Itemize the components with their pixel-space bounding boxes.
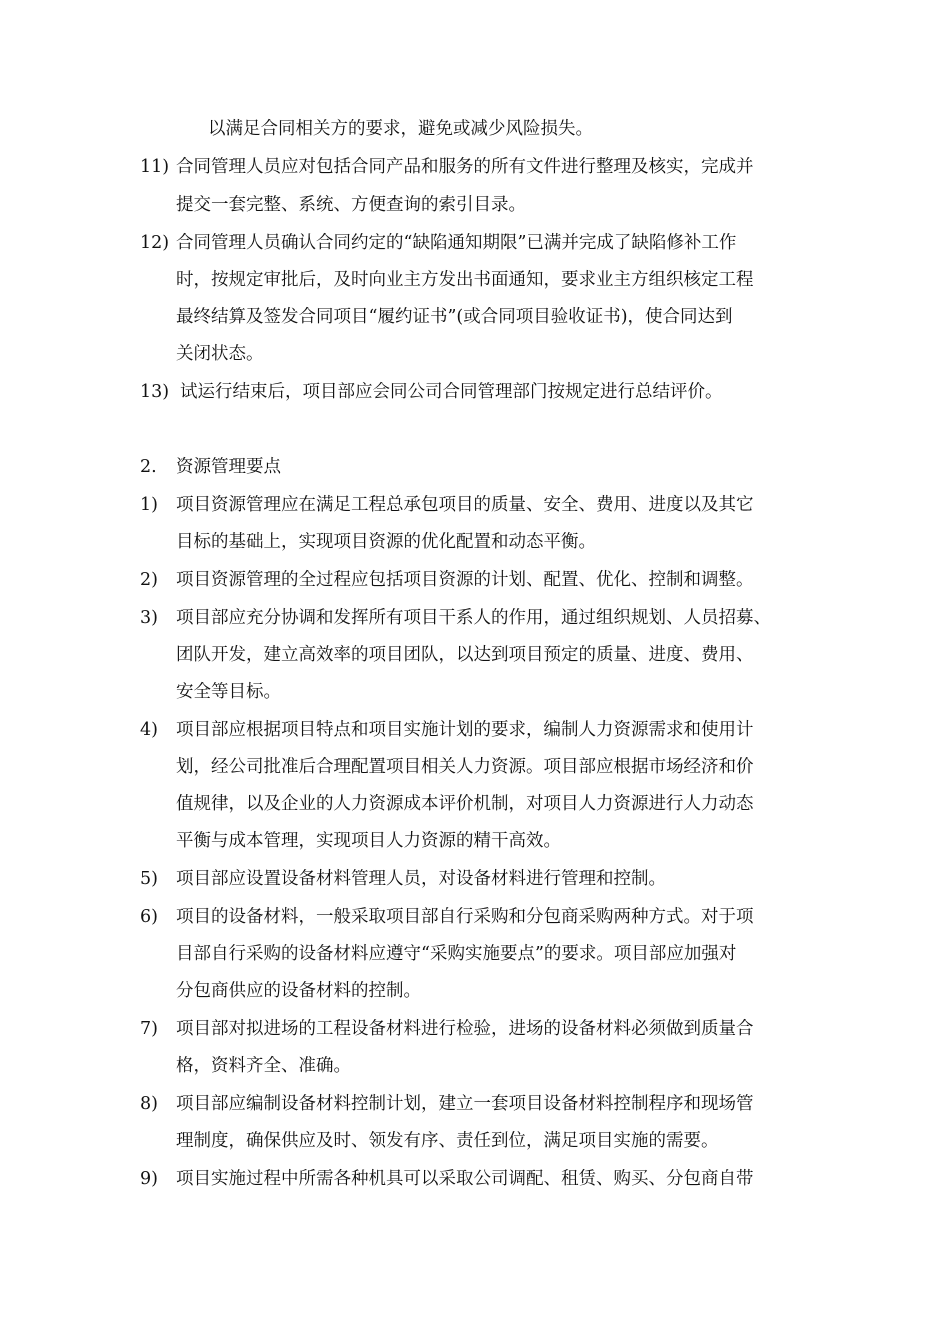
item-number-1: 1) — [140, 495, 158, 515]
item-6-line-2: 目部自行采购的设备材料应遵守“采购实施要点”的要求。项目部应加强对 — [176, 944, 737, 964]
item-4-line-2: 划，经公司批准后合理配置项目相关人力资源。项目部应根据市场经济和价 — [176, 757, 754, 777]
item-8-line-2: 理制度，确保供应及时、领发有序、责任到位，满足项目实施的需要。 — [176, 1131, 719, 1151]
item-8-line-1: 项目部应编制设备材料控制计划，建立一套项目设备材料控制程序和现场管 — [176, 1094, 754, 1114]
item-12-line-2: 时，按规定审批后，及时向业主方发出书面通知，要求业主方组织核定工程 — [176, 270, 754, 290]
item-number-3: 3) — [140, 608, 158, 628]
item-7-line-2: 格，资料齐全、准确。 — [176, 1056, 351, 1076]
item-number-11: 11) — [140, 157, 170, 177]
item-3-line-1: 项目部应充分协调和发挥所有项目干系人的作用，通过组织规划、人员招募、 — [176, 608, 771, 628]
section-heading: 资源管理要点 — [176, 457, 281, 477]
item-number-5: 5) — [140, 869, 158, 889]
item-9-line-1: 项目实施过程中所需各种机具可以采取公司调配、租赁、购买、分包商自带 — [176, 1169, 754, 1189]
item-number-2: 2) — [140, 570, 158, 590]
item-number-4: 4) — [140, 720, 158, 740]
item-6-line-3: 分包商供应的设备材料的控制。 — [176, 981, 421, 1001]
item-4-line-3: 值规律，以及企业的人力资源成本评价机制，对项目人力资源进行人力动态 — [176, 794, 754, 814]
item-3-line-2: 团队开发，建立高效率的项目团队，以达到项目预定的质量、进度、费用、 — [176, 645, 754, 665]
item-12-line-4: 关闭状态。 — [176, 344, 264, 364]
item-number-9: 9) — [140, 1169, 158, 1189]
item-7-line-1: 项目部对拟进场的工程设备材料进行检验，进场的设备材料必须做到质量合 — [176, 1019, 754, 1039]
item-number-7: 7) — [140, 1019, 158, 1039]
item-number-6: 6) — [140, 907, 158, 927]
section-number: 2. — [140, 457, 157, 477]
item-2-line-1: 项目资源管理的全过程应包括项目资源的计划、配置、优化、控制和调整。 — [176, 570, 754, 590]
continuation-line: 以满足合同相关方的要求，避免或减少风险损失。 — [208, 119, 593, 139]
item-5-line-1: 项目部应设置设备材料管理人员，对设备材料进行管理和控制。 — [176, 869, 666, 889]
item-number-12: 12) — [140, 233, 170, 253]
item-12-line-3: 最终结算及签发合同项目“履约证书”(或合同项目验收证书)，使合同达到 — [176, 307, 733, 327]
item-11-line-1: 合同管理人员应对包括合同产品和服务的所有文件进行整理及核实，完成并 — [176, 157, 754, 177]
item-4-line-1: 项目部应根据项目特点和项目实施计划的要求，编制人力资源需求和使用计 — [176, 720, 754, 740]
item-4-line-4: 平衡与成本管理，实现项目人力资源的精干高效。 — [176, 831, 561, 851]
item-1-line-2: 目标的基础上，实现项目资源的优化配置和动态平衡。 — [176, 532, 596, 552]
item-11-line-2: 提交一套完整、系统、方便查询的索引目录。 — [176, 195, 526, 215]
item-13-line-1: 试运行结束后，项目部应会同公司合同管理部门按规定进行总结评价。 — [180, 382, 723, 402]
item-number-8: 8) — [140, 1094, 158, 1114]
item-number-13: 13) — [140, 382, 170, 402]
item-12-line-1: 合同管理人员确认合同约定的“缺陷通知期限”已满并完成了缺陷修补工作 — [176, 233, 737, 253]
item-1-line-1: 项目资源管理应在满足工程总承包项目的质量、安全、费用、进度以及其它 — [176, 495, 754, 515]
item-3-line-3: 安全等目标。 — [176, 682, 281, 702]
item-6-line-1: 项目的设备材料，一般采取项目部自行采购和分包商采购两种方式。对于项 — [176, 907, 754, 927]
